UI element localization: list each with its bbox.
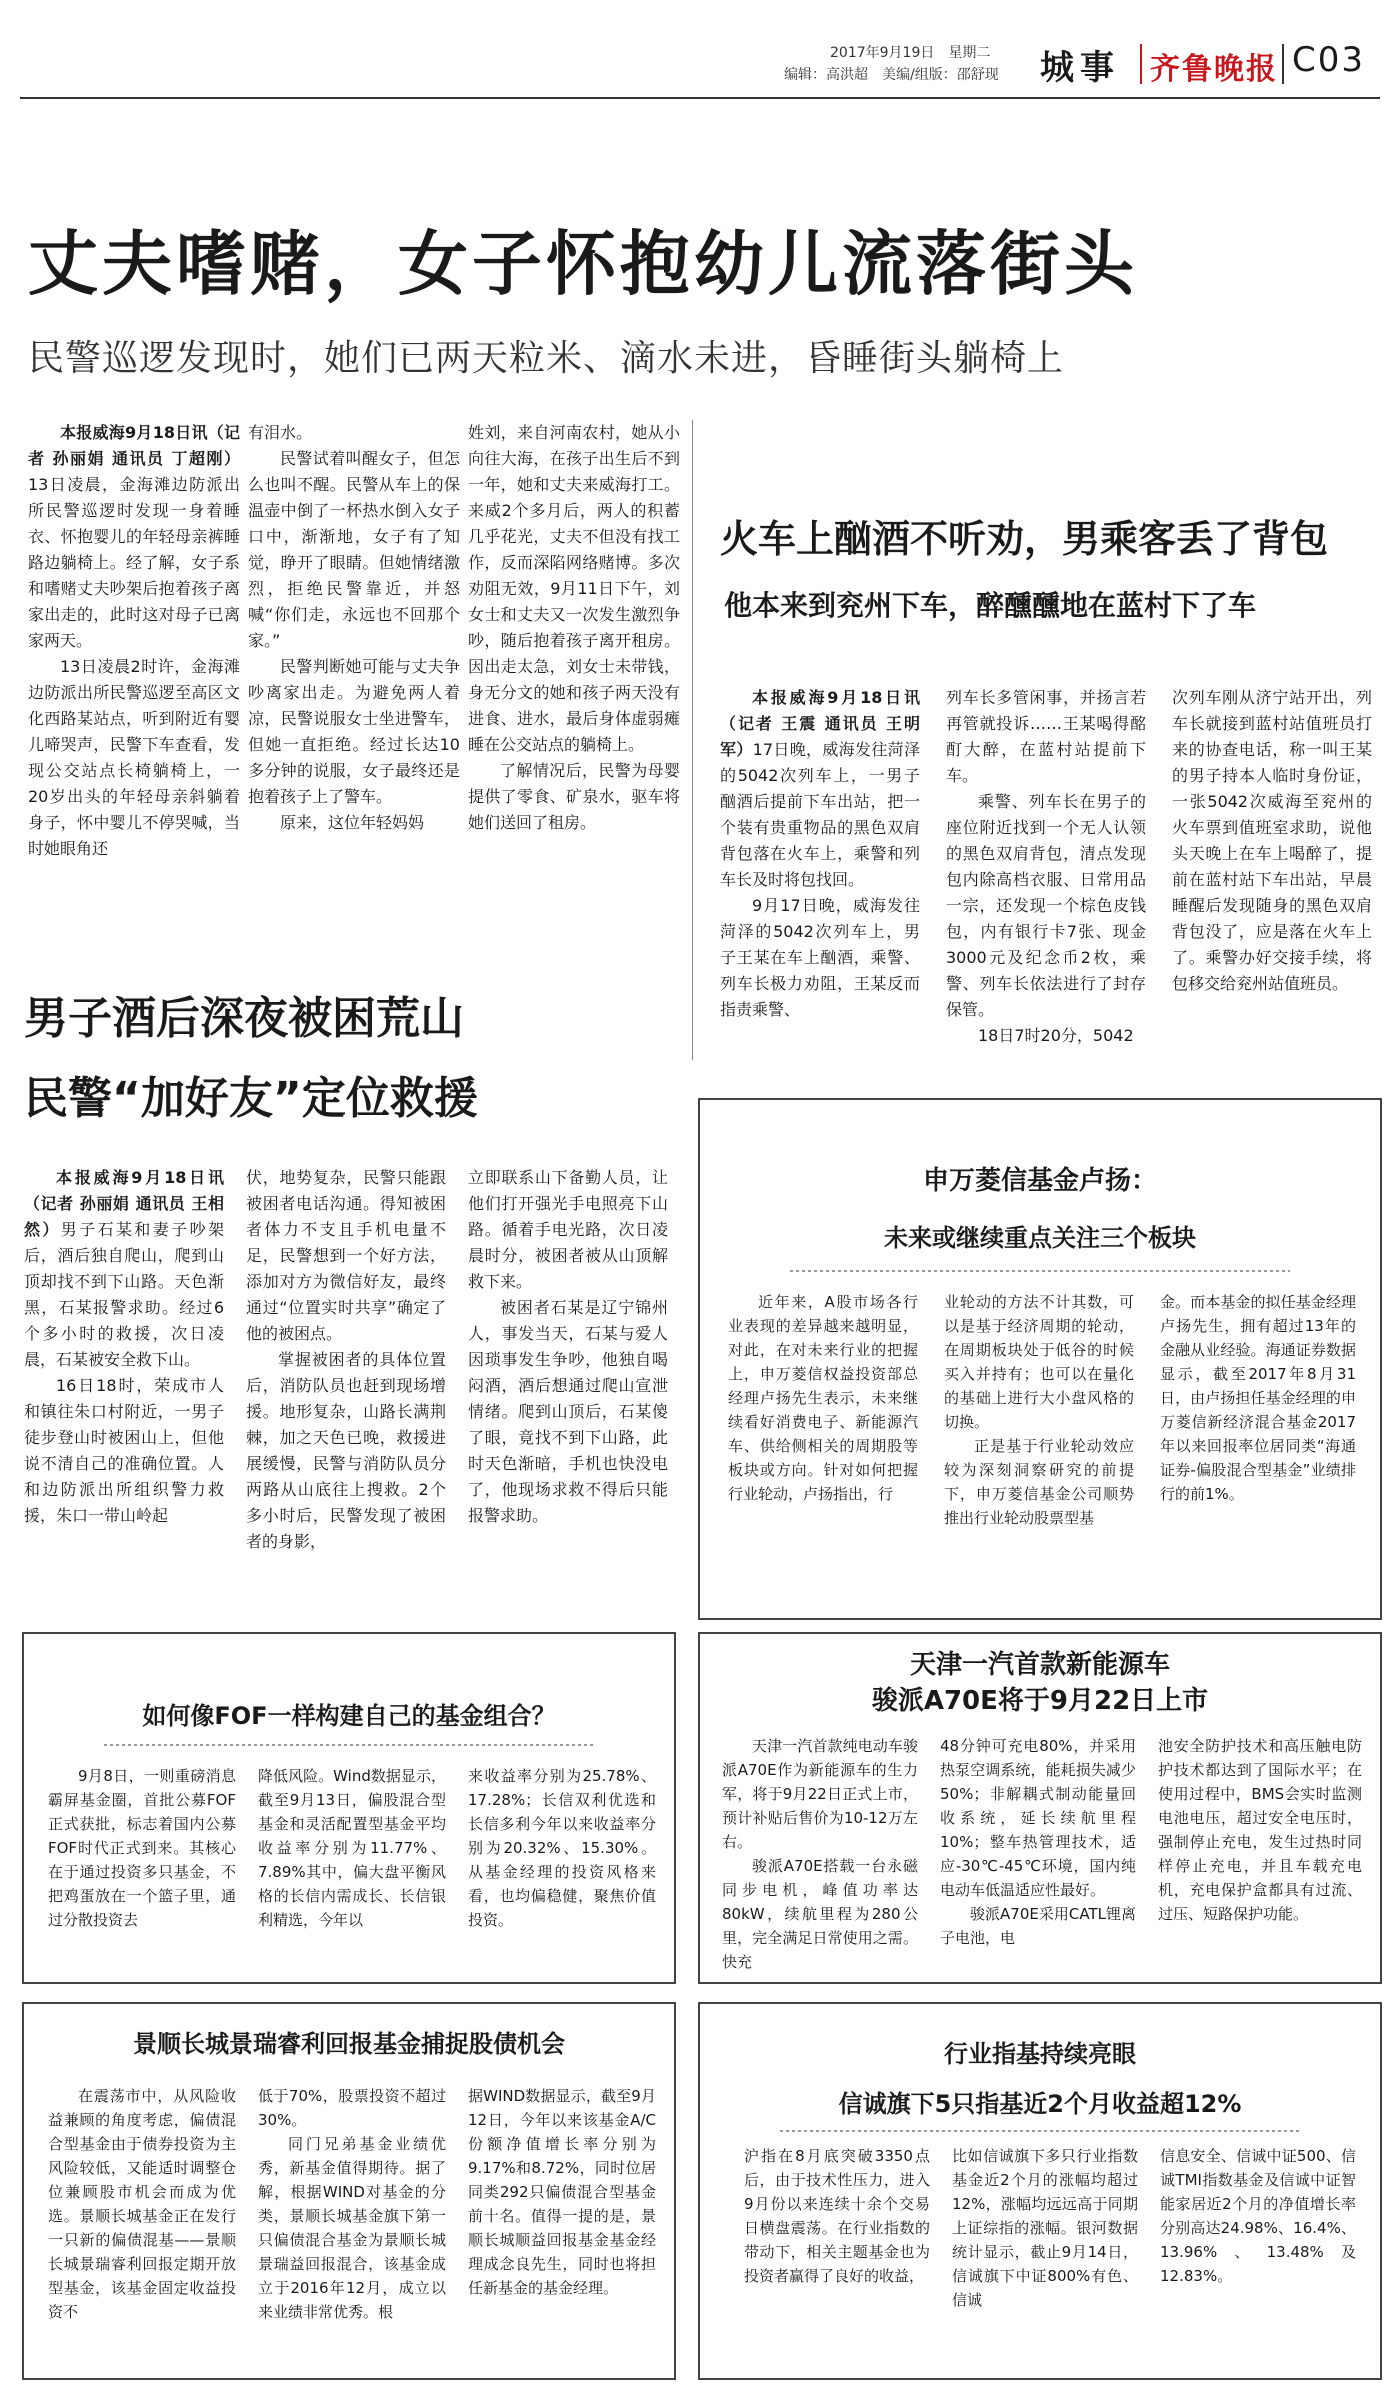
industry-title: 行业指基持续亮眼 [944,2040,1136,2068]
lead-article-col3: 姓刘，来自河南农村，她从小向往大海，在孩子出生后不到一年，她和丈夫来威海打工。来威2个多月后，两人的积蓄几乎花光，丈夫不但没有找工作，反而深陷网络赌博。多次劝阻无效，9月11日下午，刘女士和丈夫又一次发生激烈争吵，随后抱着孩子离开租房。因出走太急，刘女士未带钱，身无分文的她和孩子两天没有进食、进水，最后身体虚弱瘫睡在公交站点的躺椅上。 了解情况后，民警为母婴提供了零食、矿泉水，驱车将她们送回了租房。 [468,423,680,832]
fof-box [22,1632,676,1984]
lead-article-col2: 有泪水。 民警试着叫醒女子，但怎么也叫不醒。民警从车上的保温壶中倒了一杯热水倒入女子口中，渐渐地，女子有了知觉，睁开了眼睛。但她情绪激烈，拒绝民警靠近，并怒喊“你们走，永远也不回那个家。” 民警判断她可能与丈夫争吵离家出走。为避免两人着凉，民警说服女士坐进警车，但她一直拒绝。经过长达10多分钟的说服，女子最终还是抱着孩子上了警车。 原来，这位年轻妈妈 [248,423,460,832]
jingshun-col2: 低于70%，股票投资不超过30%。 同门兄弟基金业绩优秀，新基金值得期待。据了解，根据WIND对基金的分类，景顺长城基金旗下第一只偏债混合基金为景顺长城景瑞益回报混合，该基金成立于2016年12月，成立以来业绩非常优秀。根 [258,2087,446,2321]
train-article-col2: 列车长多管闲事，并扬言若再管就投诉……王某喝得酩酊大醉，在蓝村站提前下车。 乘警、列车长在男子的座位附近找到一个无人认领的黑色双肩背包，清点发现包内除高档衣服、日常用品一宗，还发现一个棕色皮钱包，内有银行卡7张、现金3000元及纪念币2枚，乘警、列车长依法进行了封存保管。 18日7时20分，5042 [946,688,1146,1045]
jingshun-col1: 在震荡市中，从风险收益兼顾的角度考虑，偏债混合型基金由于债券投资为主风险较低，又能适时调整仓位兼顾股市机会而成为优选。景顺长城基金正在发行一只新的偏债混基——景顺长城景瑞睿利回报定期开放型基金，该基金固定收益投资不 [48,2087,236,2321]
fof-dotted-rule [104,1744,594,1746]
shenwan-dotted-rule [790,1270,1290,1272]
tianjin-col1: 天津一汽首款纯电动车骏派A70E作为新能源车的生力军，将于9月22日正式上市，预计补贴后售价为10-12万左右。 骏派A70E搭载一台永磁同步电机，峰值功率达80kW，续航里程为280公里，完全满足日常使用之需。快充 [722,1737,918,1971]
masthead-rule [20,97,1380,99]
industry-col2: 比如信诚旗下多只行业指数基金近2个月的涨幅均超过12%，涨幅均远远高于同期上证综指的涨幅。银河数据统计显示，截止9月14日，信诚旗下中证800%有色、信诚 [952,2147,1138,2309]
train-headline: 火车上酗酒不听劝，男乘客丢了背包 [720,517,1329,561]
fof-col1: 9月8日，一则重磅消息霸屏基金圈，首批公募FOF正式获批，标志着国内公募FOF时代正式到来。其核心在于通过投资多只基金，不把鸡蛋放在一个篮子里，通过分散投资去 [48,1767,236,1929]
shenwan-fund-box [698,1098,1382,1620]
fof-col3: 来收益率分别为25.78%、17.28%；长信双利优选和长信多利今年以来收益率分别为20.32%、15.30%。从基金经理的投资风格来看，也均偏稳健，聚焦价值投资。 [468,1767,656,1929]
train-article-col1: 本报威海9月18日讯（记者 王震 通讯员 王明军）17日晚，威海发往菏泽的5042次列车上，一男子酗酒后提前下车出站，把一个装有贵重物品的黑色双肩背包落在火车上，乘警和列车长及时将包找回。 9月17日晚，威海发往菏泽的5042次列车上，男子王某在车上酗酒，乘警、列车长极力劝阻，王某反而指责乘警、 [720,688,920,1019]
tianjin-car-box [698,1632,1382,1984]
industry-index-box [698,2002,1382,2380]
mountain-headline-line1: 男子酒后深夜被困荒山 [24,993,464,1044]
masthead-divider [1140,44,1142,84]
industry-col1: 沪指在8月底突破3350点后，由于技术性压力，进入9月份以来连续十余个交易日横盘震荡。在行业指数的带动下，相关主题基金也为投资者赢得了良好的收益， [744,2147,930,2285]
lead-byline: 本报威海9月18日讯（记者 孙丽娟 通讯员 丁超刚） [28,423,240,468]
section-category: 城事 [1040,48,1120,88]
shenwan-col1: 近年来，A股市场各行业表现的差异越来越明显，对此，在对未来行业的把握上，申万菱信权益投资部总经理卢扬先生表示，未来继续看好消费电子、新能源汽车、供给侧相关的周期股等板块或方向。针对如何把握行业轮动，卢扬指出，行 [728,1293,918,1503]
train-subheadline: 他本来到兖州下车，醉醺醺地在蓝村下了车 [724,589,1257,622]
industry-subtitle: 信诚旗下5只指基近2个月收益超12% [838,2090,1242,2118]
shenwan-col2: 业轮动的方法不计其数，可以是基于经济周期的轮动，在周期板块处于低谷的时候买入并持有；也可以在量化的基础上进行大小盘风格的切换。 正是基于行业轮动效应较为深刻洞察研究的前提下，申万菱信基金公司顺势推出行业轮动股票型基 [944,1293,1134,1527]
industry-col3: 信息安全、信诚中证500、信诚TMI指数基金及信诚中证智能家居近2个月的净值增长率分别高达24.98%、16.4%、13.96%、13.48%及12.83%。 [1160,2147,1356,2285]
fof-col2: 降低风险。Wind数据显示，截至9月13日，偏股混合型基金和灵活配置型基金平均收益率分别为11.77%、7.89%其中，偏大盘平衡风格的长信内需成长、长信银利精选，今年以 [258,1767,446,1929]
column-divider [692,420,693,1060]
issue-date: 2017年9月19日 星期二 [830,45,991,61]
shenwan-col3: 金。而本基金的拟任基金经理卢扬先生，拥有超过13年的金融从业经验。海通证券数据显示，截至2017年8月31日，由卢扬担任基金经理的申万菱信新经济混合基金2017年以来回报率位居同类“海通证券-偏股混合型基金”业绩排行的前1%。 [1160,1293,1356,1503]
shenwan-subtitle: 未来或继续重点关注三个板块 [884,1224,1196,1252]
editor-credits: 编辑：高洪超 美编/组版：邵舒现 [784,67,999,83]
mountain-headline-line2: 民警“加好友”定位救援 [24,1073,478,1124]
newspaper-logo: 齐鲁晚报 [1150,52,1278,87]
tianjin-title-line2: 骏派A70E将于9月22日上市 [871,1686,1209,1716]
page-number: C03 [1292,40,1366,80]
industry-dotted-rule [780,2130,1300,2132]
mountain-article-col1: 本报威海9月18日讯（记者 孙丽娟 通讯员 王相然）男子石某和妻子吵架后，酒后独自爬山，爬到山顶却找不到下山路。天色渐黑，石某报警求助。经过6个多小时的救援，次日凌晨，石某被安全救下山。 16日18时，荣成市人和镇往朱口村附近，一男子徒步登山时被困山上，但他说不清自己的准确位置。人和边防派出所组织警力救援，朱口一带山岭起 [24,1168,224,1525]
tianjin-col3: 池安全防护技术和高压触电防护技术都达到了国际水平；在使用过程中，BMS会实时监测电池电压，超过安全电压时，强制停止充电，发生过热时同样停止充电，并且车载充电机，充电保护盒都具有过流、过压、短路保护功能。 [1158,1737,1362,1923]
shenwan-title: 申万菱信基金卢扬： [922,1166,1157,1196]
train-byline: 本报威海9月18日讯（记者 王震 通讯员 王明军） [720,688,920,759]
train-article-col3: 次列车刚从济宁站开出，列车长就接到蓝村站值班员打来的协查电话，称一叫王某的男子持本人临时身份证，一张5042次威海至兖州的火车票到值班室求助，说他头天晚上在车上喝醉了，提前在蓝村站下车出站，早晨睡醒后发现随身的黑色双肩背包没了，应是落在火车上了。乘警办好交接手续，将包移交给兖州站值班员。 [1172,688,1372,993]
jingshun-title: 景顺长城景瑞睿利回报基金捕捉股债机会 [133,2030,565,2058]
lead-article-col1: 本报威海9月18日讯（记者 孙丽娟 通讯员 丁超刚）13日凌晨，金海滩边防派出所民警巡逻时发现一身着睡衣、怀抱婴儿的年轻母亲裤睡路边躺椅上。经了解，女子系和嗜赌丈夫吵架后抱着孩子离家出走的，此时这对母子已离家两天。 13日凌晨2时许，金海滩边防派出所民警巡逻至高区文化西路某站点，听到附近有婴儿啼哭声，民警下车查看，发现公交站点长椅躺椅上，一20岁出头的年轻母亲斜躺着身子，怀中婴儿不停哭喊，当时她眼角还 [28,423,240,858]
jingshun-col3: 据WIND数据显示，截至9月12日，今年以来该基金A/C份额净值增长率分别为9.17%和8.72%，同时位居同类292只偏债混合型基金前十名。值得一提的是，景顺长城顺益回报基金基金经理成念良先生，同时也将担任新基金的基金经理。 [468,2087,656,2297]
fof-title: 如何像FOF一样构建自己的基金组合？ [142,1702,556,1730]
tianjin-title-line1: 天津一汽首款新能源车 [909,1650,1170,1680]
masthead-divider-2 [1282,44,1284,84]
lead-headline: 丈夫嗜赌，女子怀抱幼儿流落街头 [28,223,1138,305]
mountain-byline: 本报威海9月18日讯（记者 孙丽娟 通讯员 王相然） [24,1168,224,1239]
lead-subheadline: 民警巡逻发现时，她们已两天粒米、滴水未进，昏睡街头躺椅上 [28,338,1065,379]
mountain-article-col2: 伏，地势复杂，民警只能跟被困者电话沟通。得知被困者体力不支且手机电量不足，民警想到一个好方法，添加对方为微信好友，最终通过“位置实时共享”确定了他的被困点。 掌握被困者的具体位置后，消防队员也赶到现场增援。地形复杂，山路长满荆棘，加之天色已晚，救援进展缓慢，民警与消防队员分两路从山底往上搜救。2个多小时后，民警发现了被困者的身影， [246,1168,446,1551]
tianjin-col2: 48分钟可充电80%，并采用热泵空调系统，能耗损失减少50%；非解耦式制动能量回收系统，延长续航里程10%；整车热管理技术，适应-30℃-45℃环境，国内纯电动车低温适应性最好。 骏派A70E采用CATL锂离子电池，电 [940,1737,1136,1947]
mountain-article-col3: 立即联系山下备勤人员，让他们打开强光手电照亮下山路。循着手电光路，次日凌晨时分，被困者被从山顶解救下来。 被困者石某是辽宁锦州人，事发当天，石某与爱人因琐事发生争吵，他独自喝闷酒，酒后想通过爬山宣泄情绪。爬到山顶后，石某傻了眼，竟找不到下山路，此时天色渐暗，手机也快没电了，他现场求救不得后只能报警求助。 [468,1168,668,1525]
jingshun-fund-box [22,2002,676,2380]
